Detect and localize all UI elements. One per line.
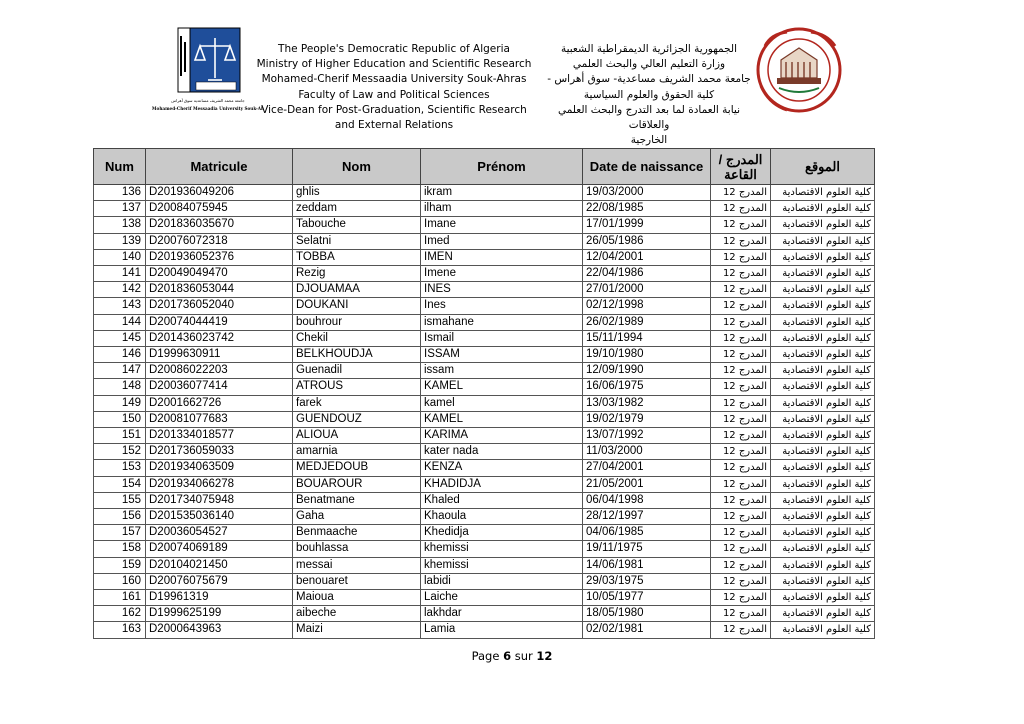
table-header-row <box>94 149 875 185</box>
table-row <box>94 444 875 460</box>
cell-lieu: كلية العلوم الاقتصادية <box>771 492 875 508</box>
header-arabic-line: الجمهورية الجزائرية الديمقراطية الشعبية <box>560 43 738 55</box>
cell-date-naissance: 15/11/1994 <box>583 330 711 346</box>
cell-prenom: issam <box>421 363 583 379</box>
cell-lieu: كلية العلوم الاقتصادية <box>771 622 875 638</box>
cell-date-naissance: 27/04/2001 <box>583 460 711 476</box>
cell-date-naissance: 22/04/1986 <box>583 266 711 282</box>
table-row <box>94 476 875 492</box>
cell-amphi: المدرج 12 <box>711 541 771 557</box>
cell-num: 153 <box>94 460 146 476</box>
cell-num: 155 <box>94 492 146 508</box>
table-row <box>94 622 875 638</box>
cell-lieu: كلية العلوم الاقتصادية <box>771 509 875 525</box>
table-row <box>94 347 875 363</box>
cell-date-naissance: 06/04/1998 <box>583 492 711 508</box>
cell-prenom: KAMEL <box>421 411 583 427</box>
cell-nom: MEDJEDOUB <box>293 460 421 476</box>
cell-amphi: المدرج 12 <box>711 282 771 298</box>
cell-amphi: المدرج 12 <box>711 249 771 265</box>
cell-matricule: D20074069189 <box>146 541 293 557</box>
cell-num: 147 <box>94 363 146 379</box>
cell-nom: BOUAROUR <box>293 476 421 492</box>
cell-amphi: المدرج 12 <box>711 460 771 476</box>
cell-nom: GUENDOUZ <box>293 411 421 427</box>
cell-date-naissance: 16/06/1975 <box>583 379 711 395</box>
cell-amphi: المدرج 12 <box>711 509 771 525</box>
cell-prenom: kamel <box>421 395 583 411</box>
header-english-line: Faculty of Law and Political Sciences <box>298 88 490 101</box>
table-row <box>94 411 875 427</box>
cell-num: 150 <box>94 411 146 427</box>
cell-nom: Gaha <box>293 509 421 525</box>
cell-nom: DOUKANI <box>293 298 421 314</box>
column-header-amphi: المدرج / القاعة <box>711 149 771 185</box>
cell-matricule: D20081077683 <box>146 411 293 427</box>
student-table <box>93 148 875 639</box>
table-row <box>94 460 875 476</box>
table-row <box>94 379 875 395</box>
table-row <box>94 525 875 541</box>
cell-amphi: المدرج 12 <box>711 330 771 346</box>
cell-date-naissance: 18/05/1980 <box>583 606 711 622</box>
svg-text:Mohamed-Cherif Messaadia Unive: Mohamed-Cherif Messaadia University Souk-Ah <box>151 106 265 111</box>
cell-matricule: D20049049470 <box>146 266 293 282</box>
cell-date-naissance: 21/05/2001 <box>583 476 711 492</box>
footer-total-pages: 12 <box>536 649 553 663</box>
cell-nom: messai <box>293 557 421 573</box>
university-logo-left <box>151 26 265 114</box>
cell-lieu: كلية العلوم الاقتصادية <box>771 347 875 363</box>
table-row <box>94 330 875 346</box>
cell-matricule: D201936052376 <box>146 249 293 265</box>
footer-separator: sur <box>514 649 533 663</box>
cell-matricule: D20104021450 <box>146 557 293 573</box>
cell-nom: Maioua <box>293 590 421 606</box>
cell-amphi: المدرج 12 <box>711 233 771 249</box>
cell-amphi: المدرج 12 <box>711 363 771 379</box>
cell-nom: Benmaache <box>293 525 421 541</box>
cell-amphi: المدرج 12 <box>711 606 771 622</box>
cell-date-naissance: 19/10/1980 <box>583 347 711 363</box>
cell-amphi: المدرج 12 <box>711 266 771 282</box>
cell-num: 136 <box>94 185 146 201</box>
cell-matricule: D20036054527 <box>146 525 293 541</box>
header-arabic-line: نيابة العمادة لما بعد التدرج والبحث العلمي والعلاقات <box>557 103 741 132</box>
faculty-logo-right <box>751 26 851 116</box>
table-row <box>94 428 875 444</box>
cell-lieu: كلية العلوم الاقتصادية <box>771 606 875 622</box>
cell-nom: ALIOUA <box>293 428 421 444</box>
cell-matricule: D201936049206 <box>146 185 293 201</box>
column-header-nom: Nom <box>293 149 421 185</box>
cell-prenom: Imed <box>421 233 583 249</box>
cell-date-naissance: 02/02/1981 <box>583 622 711 638</box>
cell-date-naissance: 17/01/1999 <box>583 217 711 233</box>
cell-amphi: المدرج 12 <box>711 185 771 201</box>
cell-nom: farek <box>293 395 421 411</box>
cell-num: 154 <box>94 476 146 492</box>
cell-matricule: D2001662726 <box>146 395 293 411</box>
cell-nom: Chekil <box>293 330 421 346</box>
cell-date-naissance: 27/01/2000 <box>583 282 711 298</box>
cell-num: 163 <box>94 622 146 638</box>
cell-amphi: المدرج 12 <box>711 411 771 427</box>
cell-matricule: D201334018577 <box>146 428 293 444</box>
cell-prenom: kater nada <box>421 444 583 460</box>
cell-num: 145 <box>94 330 146 346</box>
cell-prenom: ismahane <box>421 314 583 330</box>
cell-date-naissance: 11/03/2000 <box>583 444 711 460</box>
cell-nom: benouaret <box>293 573 421 589</box>
cell-matricule: D201436023742 <box>146 330 293 346</box>
cell-lieu: كلية العلوم الاقتصادية <box>771 249 875 265</box>
cell-num: 152 <box>94 444 146 460</box>
cell-nom: Selatni <box>293 233 421 249</box>
cell-date-naissance: 22/08/1985 <box>583 201 711 217</box>
page-footer <box>0 649 1024 663</box>
cell-matricule: D201736059033 <box>146 444 293 460</box>
cell-nom: aibeche <box>293 606 421 622</box>
cell-nom: BELKHOUDJA <box>293 347 421 363</box>
column-header-lieu: الموقع <box>771 149 875 185</box>
table-row <box>94 201 875 217</box>
table-row <box>94 363 875 379</box>
cell-nom: TOBBA <box>293 249 421 265</box>
cell-nom: Rezig <box>293 266 421 282</box>
cell-num: 157 <box>94 525 146 541</box>
cell-matricule: D20076075679 <box>146 573 293 589</box>
cell-lieu: كلية العلوم الاقتصادية <box>771 590 875 606</box>
cell-matricule: D1999625199 <box>146 606 293 622</box>
cell-amphi: المدرج 12 <box>711 379 771 395</box>
cell-nom: Benatmane <box>293 492 421 508</box>
cell-lieu: كلية العلوم الاقتصادية <box>771 282 875 298</box>
cell-num: 151 <box>94 428 146 444</box>
cell-amphi: المدرج 12 <box>711 492 771 508</box>
column-header-matricule: Matricule <box>146 149 293 185</box>
cell-lieu: كلية العلوم الاقتصادية <box>771 298 875 314</box>
cell-lieu: كلية العلوم الاقتصادية <box>771 395 875 411</box>
cell-nom: Maizi <box>293 622 421 638</box>
cell-date-naissance: 19/11/1975 <box>583 541 711 557</box>
column-header-num: Num <box>94 149 146 185</box>
cell-lieu: كلية العلوم الاقتصادية <box>771 525 875 541</box>
header-english-line: Ministry of Higher Education and Scientific Research <box>256 58 532 71</box>
cell-amphi: المدرج 12 <box>711 395 771 411</box>
cell-num: 149 <box>94 395 146 411</box>
table-row <box>94 573 875 589</box>
header-english-line: and External Relations <box>334 119 454 132</box>
table-row <box>94 185 875 201</box>
cell-matricule: D1999630911 <box>146 347 293 363</box>
cell-amphi: المدرج 12 <box>711 444 771 460</box>
cell-nom: ATROUS <box>293 379 421 395</box>
cell-num: 138 <box>94 217 146 233</box>
cell-num: 139 <box>94 233 146 249</box>
cell-lieu: كلية العلوم الاقتصادية <box>771 476 875 492</box>
cell-matricule: D20084075945 <box>146 201 293 217</box>
table-row <box>94 557 875 573</box>
cell-matricule: D20074044419 <box>146 314 293 330</box>
cell-num: 146 <box>94 347 146 363</box>
table-row <box>94 395 875 411</box>
cell-prenom: KARIMA <box>421 428 583 444</box>
header-english-line: Mohamed-Cherif Messaadia University Souk-Ahras <box>261 73 527 86</box>
table-row <box>94 298 875 314</box>
cell-amphi: المدرج 12 <box>711 557 771 573</box>
table-row <box>94 233 875 249</box>
cell-amphi: المدرج 12 <box>711 590 771 606</box>
cell-matricule: D201934066278 <box>146 476 293 492</box>
cell-amphi: المدرج 12 <box>711 201 771 217</box>
cell-amphi: المدرج 12 <box>711 428 771 444</box>
cell-amphi: المدرج 12 <box>711 217 771 233</box>
cell-date-naissance: 26/05/1986 <box>583 233 711 249</box>
cell-prenom: Imane <box>421 217 583 233</box>
table-row <box>94 541 875 557</box>
cell-prenom: Imene <box>421 266 583 282</box>
cell-date-naissance: 10/05/1977 <box>583 590 711 606</box>
cell-matricule: D19961319 <box>146 590 293 606</box>
cell-lieu: كلية العلوم الاقتصادية <box>771 201 875 217</box>
cell-num: 142 <box>94 282 146 298</box>
cell-nom: zeddam <box>293 201 421 217</box>
cell-num: 159 <box>94 557 146 573</box>
column-header-prenom: Prénom <box>421 149 583 185</box>
cell-date-naissance: 14/06/1981 <box>583 557 711 573</box>
header-arabic <box>540 42 758 148</box>
cell-prenom: KAMEL <box>421 379 583 395</box>
cell-prenom: Laiche <box>421 590 583 606</box>
cell-date-naissance: 12/04/2001 <box>583 249 711 265</box>
cell-matricule: D201836053044 <box>146 282 293 298</box>
cell-lieu: كلية العلوم الاقتصادية <box>771 379 875 395</box>
cell-matricule: D201734075948 <box>146 492 293 508</box>
cell-lieu: كلية العلوم الاقتصادية <box>771 444 875 460</box>
cell-num: 137 <box>94 201 146 217</box>
cell-lieu: كلية العلوم الاقتصادية <box>771 314 875 330</box>
cell-lieu: كلية العلوم الاقتصادية <box>771 557 875 573</box>
cell-amphi: المدرج 12 <box>711 476 771 492</box>
footer-current-page: 6 <box>503 649 512 663</box>
header-arabic-line: الخارجية <box>630 134 668 147</box>
cell-num: 148 <box>94 379 146 395</box>
cell-amphi: المدرج 12 <box>711 298 771 314</box>
column-header-date-naissance: Date de naissance <box>583 149 711 185</box>
header-english-line: The People's Democratic Republic of Algeria <box>278 43 510 55</box>
cell-num: 140 <box>94 249 146 265</box>
cell-date-naissance: 29/03/1975 <box>583 573 711 589</box>
cell-lieu: كلية العلوم الاقتصادية <box>771 411 875 427</box>
table-row <box>94 249 875 265</box>
cell-lieu: كلية العلوم الاقتصادية <box>771 233 875 249</box>
cell-date-naissance: 04/06/1985 <box>583 525 711 541</box>
cell-nom: Guenadil <box>293 363 421 379</box>
cell-lieu: كلية العلوم الاقتصادية <box>771 330 875 346</box>
table-body <box>94 185 875 639</box>
cell-date-naissance: 19/03/2000 <box>583 185 711 201</box>
cell-nom: bouhlassa <box>293 541 421 557</box>
cell-prenom: khemissi <box>421 557 583 573</box>
cell-prenom: ilham <box>421 201 583 217</box>
cell-nom: ghlis <box>293 185 421 201</box>
cell-amphi: المدرج 12 <box>711 347 771 363</box>
cell-matricule: D20036077414 <box>146 379 293 395</box>
cell-amphi: المدرج 12 <box>711 573 771 589</box>
table-row <box>94 606 875 622</box>
cell-prenom: Khaoula <box>421 509 583 525</box>
cell-prenom: IMEN <box>421 249 583 265</box>
cell-prenom: KHADIDJA <box>421 476 583 492</box>
cell-amphi: المدرج 12 <box>711 314 771 330</box>
cell-prenom: Khedidja <box>421 525 583 541</box>
cell-prenom: Ismail <box>421 330 583 346</box>
cell-num: 144 <box>94 314 146 330</box>
cell-date-naissance: 19/02/1979 <box>583 411 711 427</box>
cell-prenom: khemissi <box>421 541 583 557</box>
cell-lieu: كلية العلوم الاقتصادية <box>771 363 875 379</box>
cell-matricule: D201535036140 <box>146 509 293 525</box>
header-arabic-line: كلية الحقوق والعلوم السياسية <box>583 88 715 101</box>
cell-date-naissance: 13/03/1982 <box>583 395 711 411</box>
cell-prenom: lakhdar <box>421 606 583 622</box>
cell-lieu: كلية العلوم الاقتصادية <box>771 428 875 444</box>
cell-matricule: D2000643963 <box>146 622 293 638</box>
cell-num: 156 <box>94 509 146 525</box>
cell-nom: amarnia <box>293 444 421 460</box>
header-english <box>250 42 538 133</box>
cell-num: 160 <box>94 573 146 589</box>
cell-prenom: ISSAM <box>421 347 583 363</box>
svg-text:جامعة محمد الشريف مساعدية سوق: جامعة محمد الشريف مساعدية سوق أهراس <box>171 98 245 103</box>
cell-num: 143 <box>94 298 146 314</box>
cell-lieu: كلية العلوم الاقتصادية <box>771 573 875 589</box>
cell-lieu: كلية العلوم الاقتصادية <box>771 266 875 282</box>
cell-matricule: D201836035670 <box>146 217 293 233</box>
cell-nom: bouhrour <box>293 314 421 330</box>
cell-nom: Tabouche <box>293 217 421 233</box>
table-row <box>94 266 875 282</box>
cell-matricule: D20086022203 <box>146 363 293 379</box>
cell-amphi: المدرج 12 <box>711 525 771 541</box>
cell-prenom: Lamia <box>421 622 583 638</box>
table-row <box>94 217 875 233</box>
cell-nom: DJOUAMAA <box>293 282 421 298</box>
cell-lieu: كلية العلوم الاقتصادية <box>771 217 875 233</box>
cell-date-naissance: 13/07/1992 <box>583 428 711 444</box>
cell-lieu: كلية العلوم الاقتصادية <box>771 460 875 476</box>
cell-prenom: KENZA <box>421 460 583 476</box>
cell-num: 162 <box>94 606 146 622</box>
cell-prenom: Ines <box>421 298 583 314</box>
cell-num: 161 <box>94 590 146 606</box>
cell-matricule: D20076072318 <box>146 233 293 249</box>
cell-num: 158 <box>94 541 146 557</box>
cell-prenom: labidi <box>421 573 583 589</box>
table-row <box>94 314 875 330</box>
cell-date-naissance: 12/09/1990 <box>583 363 711 379</box>
header-arabic-line: وزارة التعليم العالي والبحث العلمي <box>572 58 726 71</box>
cell-lieu: كلية العلوم الاقتصادية <box>771 541 875 557</box>
header-arabic-line: جامعة محمد الشريف مساعدية- سوق أهراس - <box>547 73 751 86</box>
table-row <box>94 492 875 508</box>
cell-num: 141 <box>94 266 146 282</box>
cell-prenom: INES <box>421 282 583 298</box>
cell-date-naissance: 28/12/1997 <box>583 509 711 525</box>
footer-prefix: Page <box>471 649 500 663</box>
cell-date-naissance: 02/12/1998 <box>583 298 711 314</box>
cell-amphi: المدرج 12 <box>711 622 771 638</box>
cell-matricule: D201934063509 <box>146 460 293 476</box>
cell-matricule: D201736052040 <box>146 298 293 314</box>
cell-prenom: Khaled <box>421 492 583 508</box>
cell-prenom: ikram <box>421 185 583 201</box>
table-row <box>94 590 875 606</box>
table-row <box>94 282 875 298</box>
table-row <box>94 509 875 525</box>
cell-date-naissance: 26/02/1989 <box>583 314 711 330</box>
cell-lieu: كلية العلوم الاقتصادية <box>771 185 875 201</box>
header-english-line: Vice-Dean for Post-Graduation, Scientific Research <box>261 103 527 116</box>
